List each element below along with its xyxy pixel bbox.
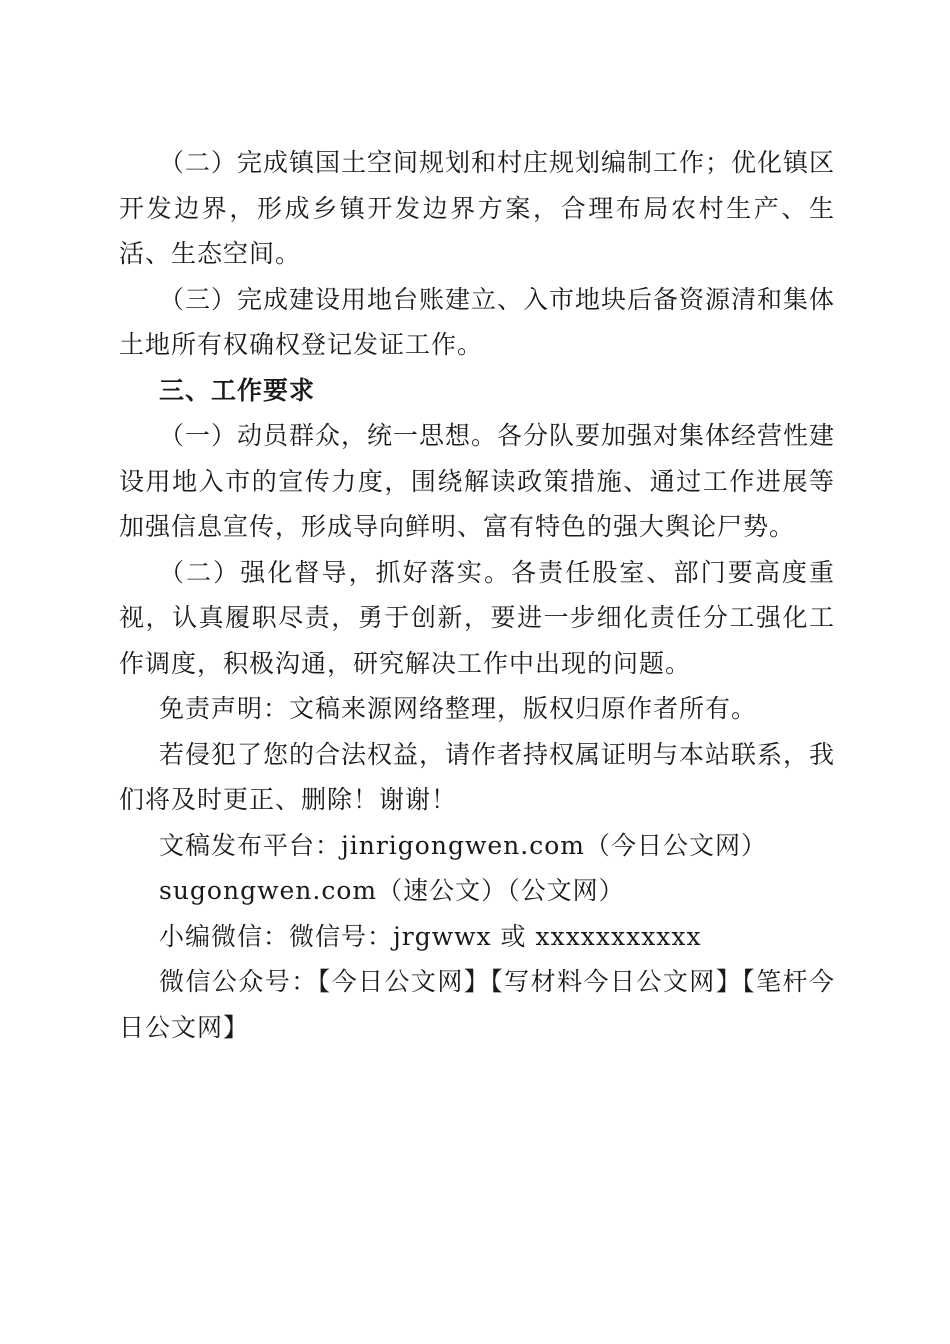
paragraph-land-registry: （三）完成建设用地台账建立、入市地块后备资源清和集体土地所有权确权登记发证工作。 xyxy=(119,284,836,359)
site-line: sugongwen.com（速公文）（公文网） xyxy=(159,876,625,905)
platform-line: 文稿发布平台：jinrigongwen.com（今日公文网） xyxy=(159,830,767,860)
paragraph-planning: （二）完成镇国土空间规划和村庄规划编制工作；优化镇区开发边界，形成乡镇开发边界方案，合理布局农村生产、生活、生态空间。 xyxy=(119,148,836,268)
requirement-mobilize: （一）动员群众，统一思想。各分队要加强对集体经营性建设用地入市的宣传力度，围绕解读政策措施、通过工作进展等加强信息宣传，形成导向鲜明、富有特色的强大舆论尸势。 xyxy=(119,421,836,541)
requirement-supervise: （二）强化督导，抓好落实。各责任股室、部门要高度重视，认真履职尽责，勇于创新，要进一步细化责任分工强化工作调度，积极沟通，研究解决工作中出现的问题。 xyxy=(119,557,835,678)
editor-wechat-line: 小编微信：微信号：jrgwwx 或 xxxxxxxxxxx xyxy=(159,921,702,951)
wechat-accounts-line: 微信公众号：【今日公文网】【写材料今日公文网】【笔杆今日公文网】 xyxy=(119,967,835,1042)
document-body xyxy=(119,140,835,1050)
disclaimer-line: 免责声明：文稿来源网络整理，版权归原作者所有。 xyxy=(159,694,758,723)
infringement-notice: 若侵犯了您的合法权益，请作者持权属证明与本站联系，我们将及时更正、删除！谢谢！ xyxy=(119,739,836,814)
section-heading-requirements: 三、工作要求 xyxy=(159,375,316,405)
